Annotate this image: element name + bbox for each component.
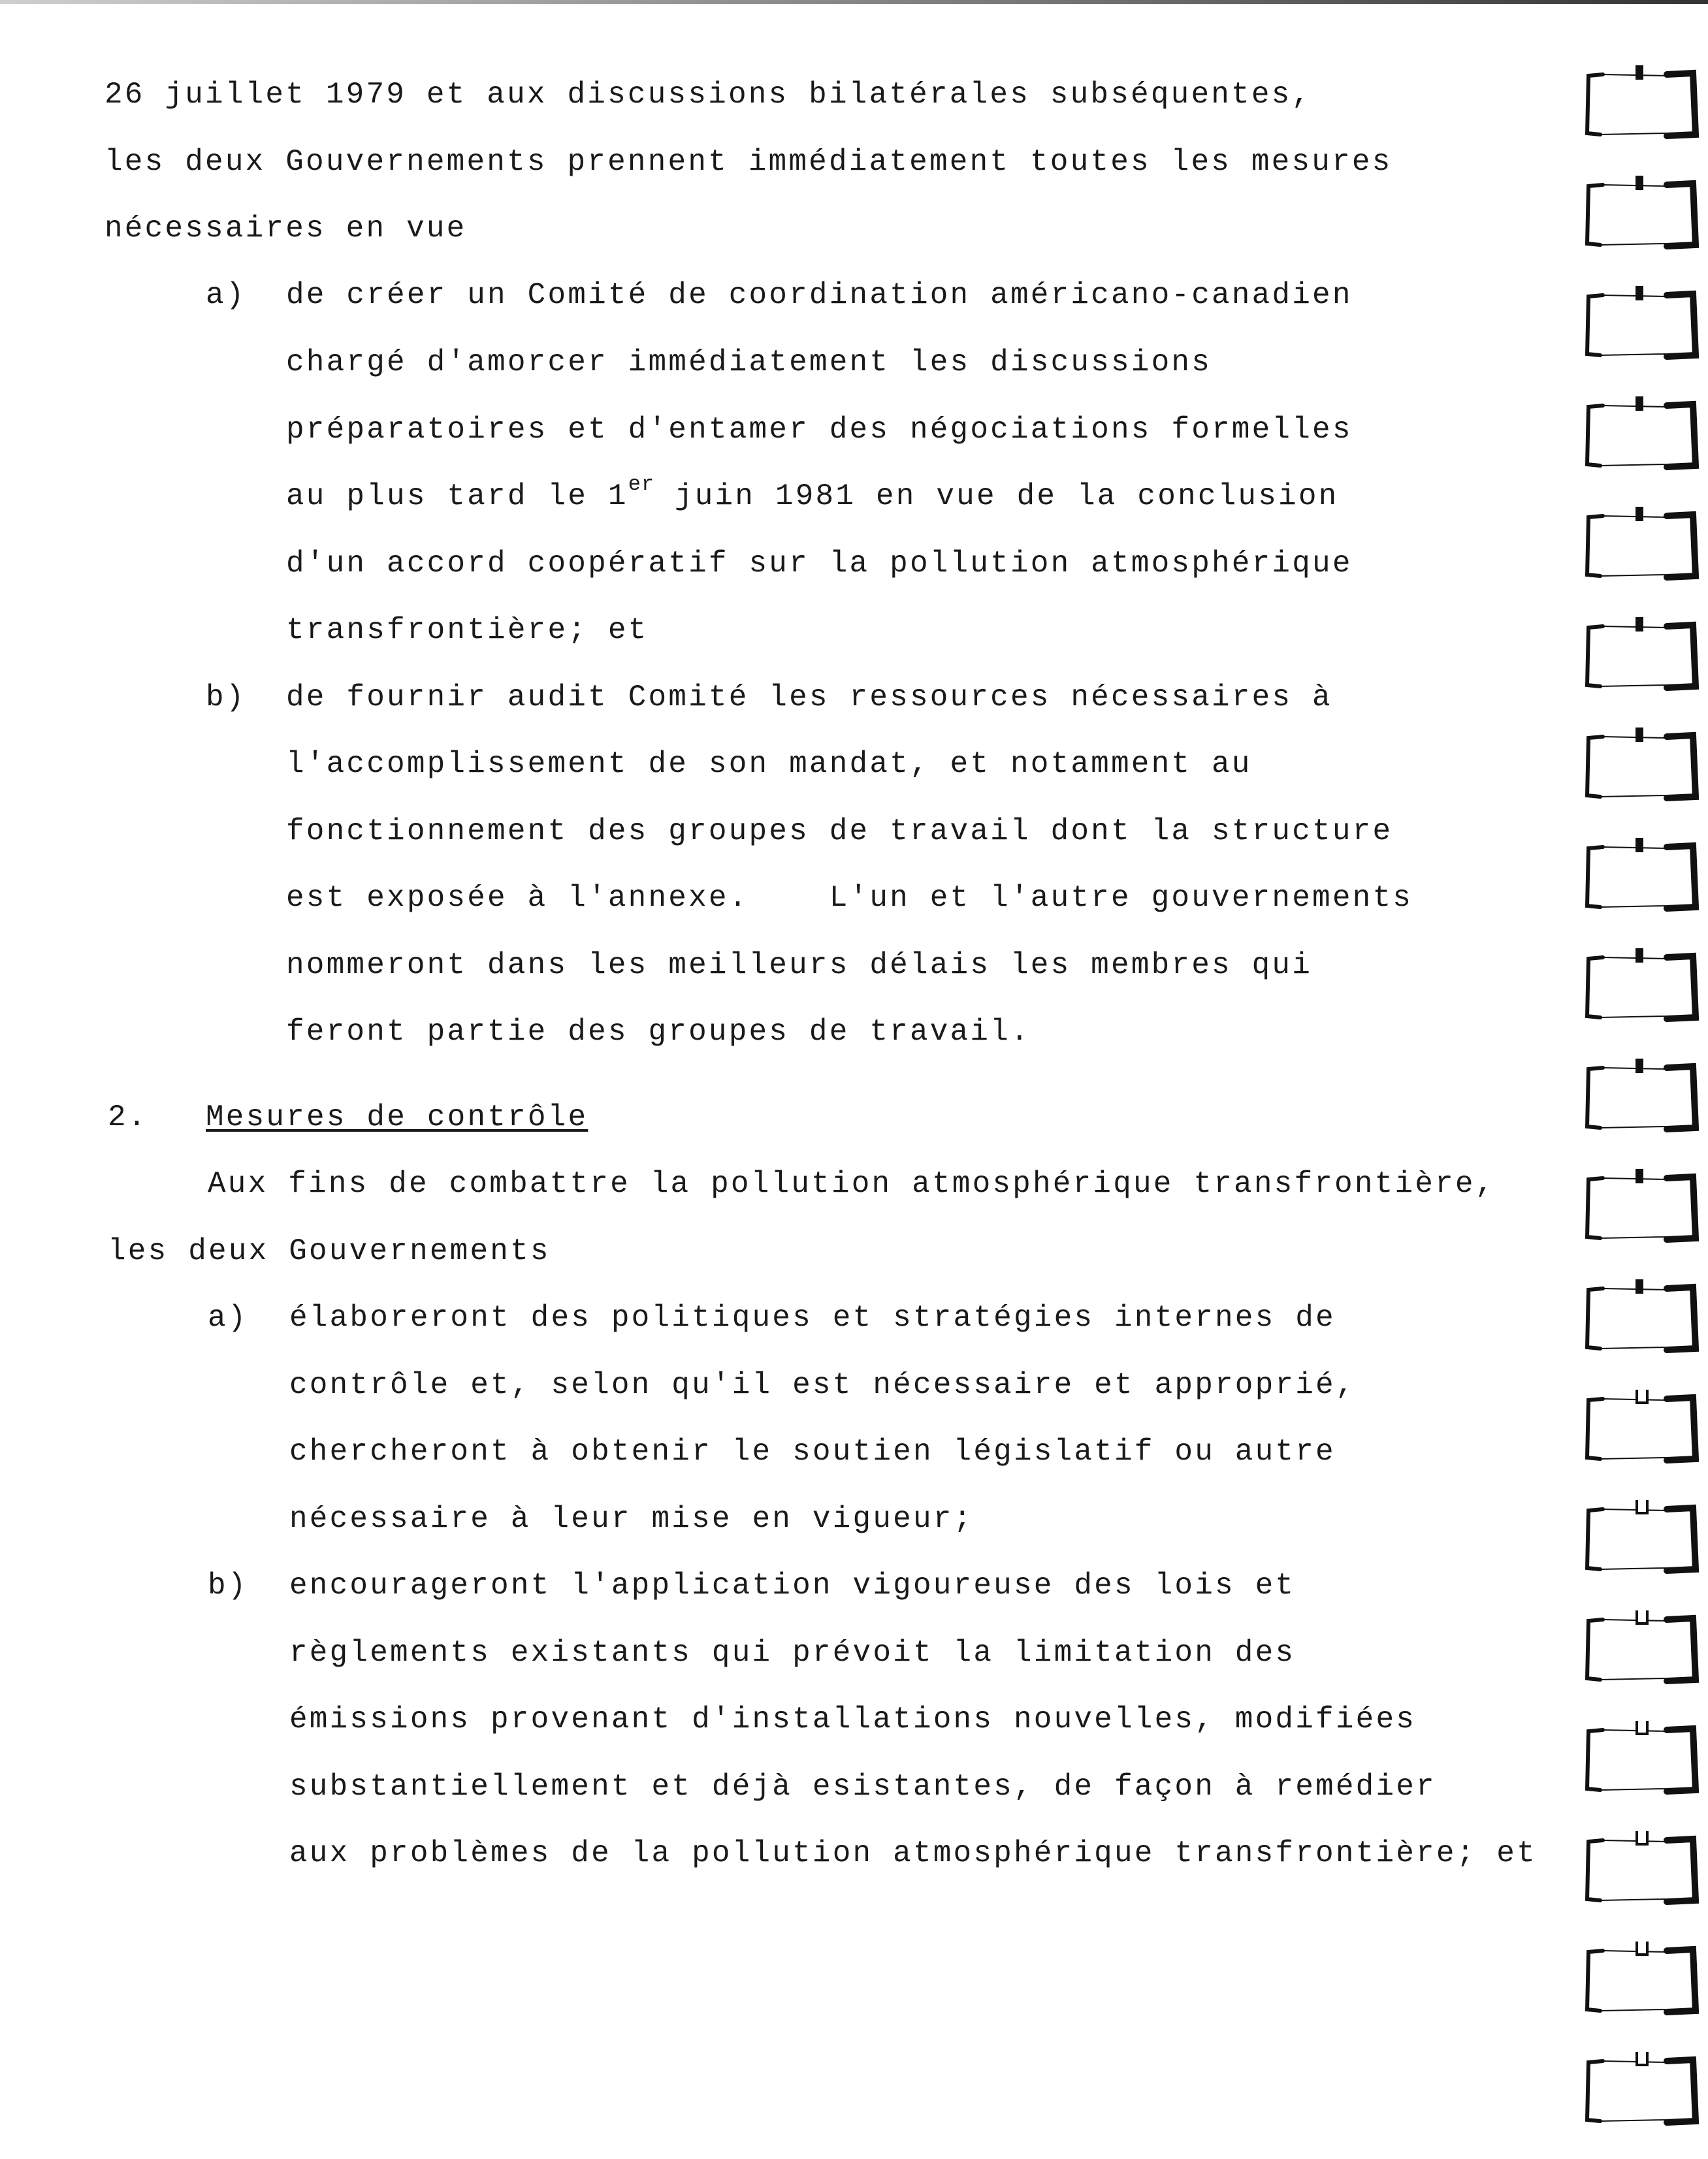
binding-coil (1581, 65, 1705, 144)
item-label-2a: a) (208, 1301, 248, 1335)
item-1a-line-6: transfrontière; et (286, 613, 649, 647)
date-text-before: au plus tard le 1 (286, 479, 628, 513)
binding-coil (1581, 1169, 1705, 1247)
binding-coil (1581, 396, 1705, 475)
item-2b-line-1: encourageront l'application vigoureuse des lois et (289, 1569, 1296, 1603)
binding-coil (1581, 838, 1705, 916)
section-2-intro-line-2: les deux Gouvernements (108, 1234, 551, 1268)
binding-coil (1581, 728, 1705, 806)
item-1a-line-5: d'un accord coopératif sur la pollution atmosphérique (286, 547, 1353, 581)
binding-coil (1581, 2052, 1705, 2130)
binding-coil (1581, 1610, 1705, 1689)
section-2-heading: Mesures de contrôle (206, 1100, 588, 1134)
item-label-2b: b) (208, 1569, 248, 1603)
item-2b-line-4: substantiellement et déjà esistantes, de façon à remédier (289, 1770, 1436, 1804)
item-2b-line-2: règlements existants qui prévoit la limitation des (289, 1636, 1296, 1670)
item-1b-line-6: feront partie des groupes de travail. (286, 1015, 1031, 1049)
item-1a-line-3: préparatoires et d'entamer des négociations formelles (286, 413, 1353, 447)
binding-coil (1581, 1831, 1705, 1910)
section-2-number: 2. (108, 1100, 148, 1134)
intro-line-3: nécessaires en vue (105, 212, 467, 246)
item-1a-line-1: de créer un Comité de coordination américano-canadien (286, 278, 1353, 312)
date-text-after: juin 1981 en vue de la conclusion (654, 479, 1339, 513)
binding-coil (1581, 176, 1705, 254)
binding-coil (1581, 1942, 1705, 2020)
item-2b-line-5: aux problèmes de la pollution atmosphérique transfrontière; et (289, 1836, 1537, 1870)
binding-coil (1581, 1721, 1705, 1799)
item-2a-line-2: contrôle et, selon qu'il est nécessaire et approprié, (289, 1368, 1356, 1402)
binding-coil (1581, 286, 1705, 364)
item-1a-line-4 (286, 472, 1339, 515)
binding-coil (1581, 1059, 1705, 1137)
ordinal-superscript: er (628, 472, 655, 496)
item-label-1b: b) (206, 680, 246, 714)
item-1b-line-1: de fournir audit Comité les ressources nécessaires à (286, 680, 1332, 714)
item-2a-line-4: nécessaire à leur mise en vigueur; (289, 1502, 974, 1536)
binding-coil (1581, 1279, 1705, 1358)
binding-coil (1581, 1390, 1705, 1468)
item-2a-line-3: chercheront à obtenir le soutien législatif ou autre (289, 1435, 1336, 1469)
binding-coil (1581, 948, 1705, 1027)
item-1b-line-4: est exposée à l'annexe. L'un et l'autre gouvernements (286, 881, 1413, 915)
binding-coil (1581, 507, 1705, 585)
item-2b-line-3: émissions provenant d'installations nouvelles, modifiées (289, 1703, 1417, 1736)
page-top-edge (0, 0, 1708, 4)
item-1b-line-2: l'accomplissement de son mandat, et notamment au (286, 747, 1252, 781)
item-1b-line-5: nommeront dans les meilleurs délais les membres qui (286, 948, 1313, 982)
item-label-1a: a) (206, 278, 246, 312)
section-2-intro-line-1: Aux fins de combattre la pollution atmosphérique transfrontière, (208, 1167, 1496, 1201)
item-2a-line-1: élaboreront des politiques et stratégies internes de (289, 1301, 1336, 1335)
binding-coil (1581, 617, 1705, 696)
spiral-binding (1581, 0, 1708, 2159)
intro-line-2: les deux Gouvernements prennent immédiatement toutes les mesures (105, 145, 1393, 179)
item-1b-line-3: fonctionnement des groupes de travail dont la structure (286, 814, 1393, 848)
item-1a-line-2: chargé d'amorcer immédiatement les discussions (286, 345, 1212, 379)
intro-line-1: 26 juillet 1979 et aux discussions bilatérales subséquentes, (105, 78, 1312, 112)
binding-coil (1581, 1500, 1705, 1578)
